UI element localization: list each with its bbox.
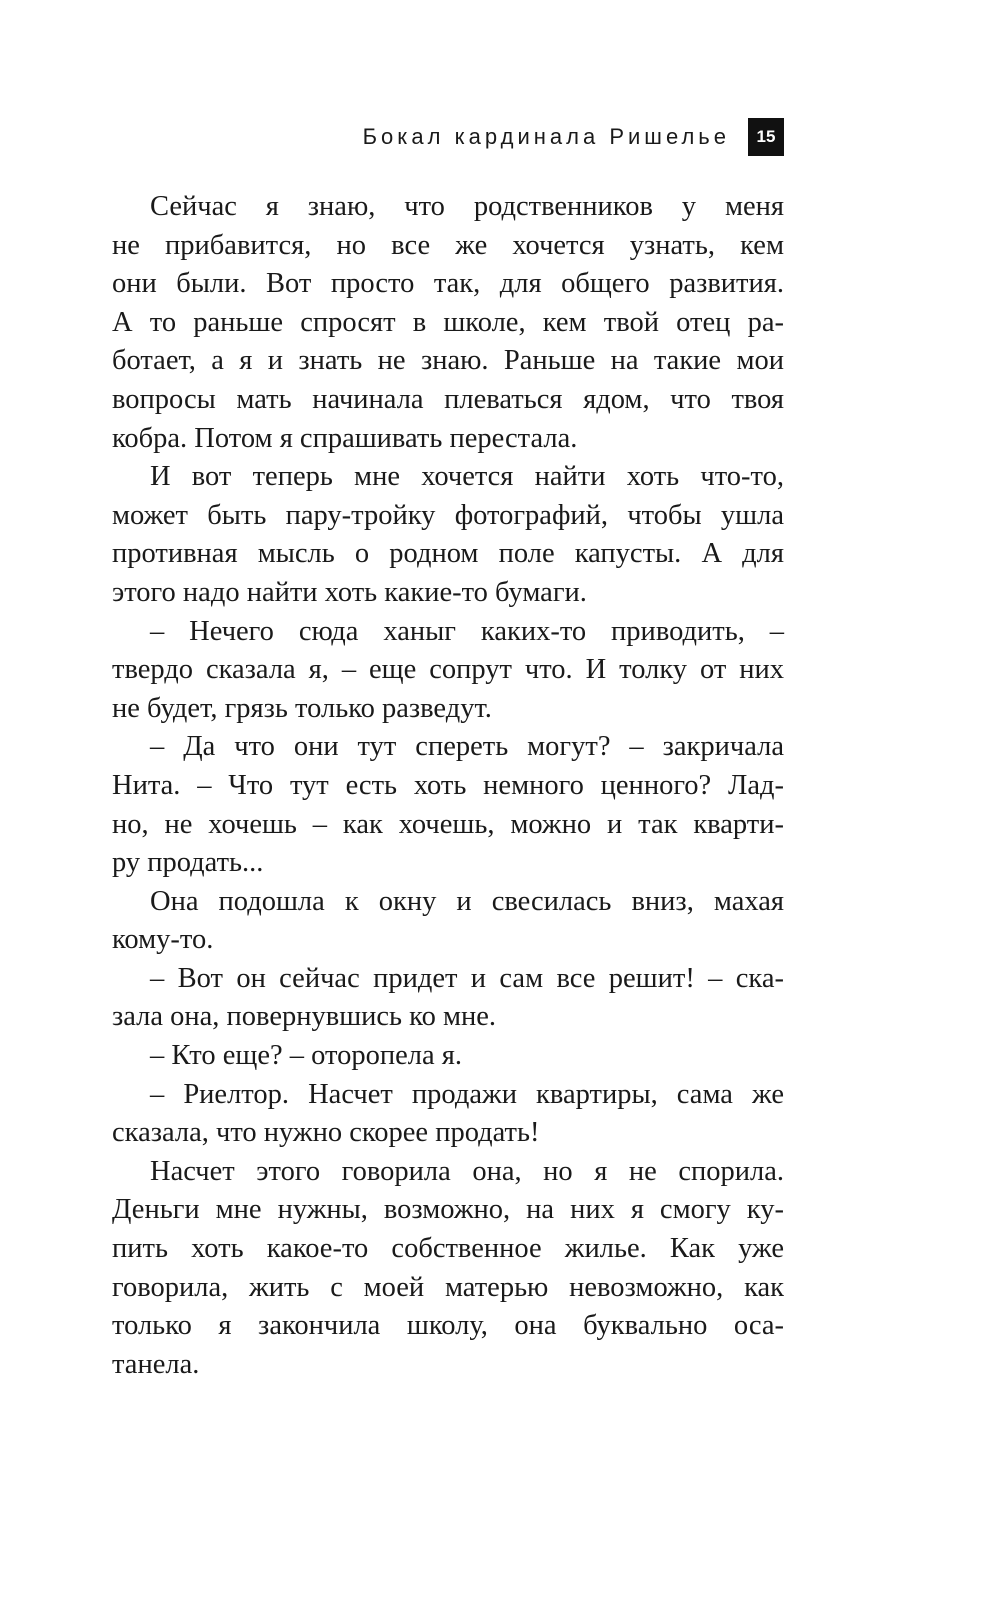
- text-line: Сейчас я знаю, что родственников у меня: [150, 191, 784, 222]
- text-line: танела.: [112, 1348, 200, 1380]
- paragraph: [112, 1076, 784, 1153]
- paragraph: [112, 1037, 784, 1076]
- text-line: только я закончила школу, она буквально оса-: [112, 1310, 784, 1342]
- text-line: пить хоть какое-то собственное жилье. Как уже: [112, 1233, 784, 1265]
- text-line: твердо сказала я, – еще сопрут что. И толку от них: [112, 654, 784, 686]
- paragraph: [112, 188, 784, 458]
- text-line: говорила, жить с моей матерью невозможно, как: [112, 1271, 784, 1303]
- text-line: кобра. Потом я спрашивать перестала.: [112, 422, 578, 454]
- text-line: А то раньше спросят в школе, кем твой отец ра-: [112, 306, 784, 338]
- text-line: Насчет этого говорила она, но я не спорила.: [150, 1155, 784, 1187]
- text-line: – Нечего сюда ханыг каких-то приводить, –: [150, 615, 784, 647]
- text-line: Она подошла к окну и свесилась вниз, махая: [150, 885, 784, 917]
- text-line: вопросы мать начинала плеваться ядом, что твоя: [112, 383, 784, 415]
- text-line: зала она, повернувшись ко мне.: [112, 1001, 497, 1033]
- text-line: противная мысль о родном поле капусты. А для: [112, 538, 784, 570]
- paragraph: [112, 960, 784, 1037]
- text-line: не будет, грязь только разведут.: [112, 692, 492, 724]
- text-line: ру продать...: [112, 847, 264, 879]
- paragraph: [112, 728, 784, 882]
- book-title: Бокал кардинала Ришелье: [362, 124, 730, 149]
- text-line: не прибавится, но все же хочется узнать, кем: [112, 229, 784, 261]
- text-line: – Да что они тут спереть могут? – закричала: [150, 731, 784, 763]
- text-line: они были. Вот просто так, для общего развития.: [112, 268, 784, 300]
- text-line: – Кто еще? – оторопела я.: [150, 1040, 462, 1072]
- text-line: сказала, что нужно скорее продать!: [112, 1117, 540, 1149]
- text-line: может быть пару-тройку фотографий, чтобы ушла: [112, 499, 784, 531]
- text-line: – Вот он сейчас придет и сам все решит! – ска-: [150, 962, 784, 994]
- paragraph: [112, 1153, 784, 1385]
- paragraph: [112, 458, 784, 612]
- paragraph: [112, 613, 784, 729]
- page-number-badge: 15: [748, 118, 784, 156]
- text-line: но, не хочешь – как хочешь, можно и так кварти-: [112, 808, 784, 840]
- text-line: – Риелтор. Насчет продажи квартиры, сама же: [150, 1078, 784, 1110]
- page-body-text: [112, 188, 784, 1384]
- text-line: Деньги мне нужны, возможно, на них я смогу ку-: [112, 1194, 784, 1226]
- text-line: ботает, а я и знать не знаю. Раньше на такие мои: [112, 345, 784, 377]
- text-line: Нита. – Что тут есть хоть немного ценного? Лад-: [112, 769, 784, 801]
- text-line: этого надо найти хоть какие-то бумаги.: [112, 576, 587, 608]
- text-line: И вот теперь мне хочется найти хоть что-то,: [150, 461, 784, 493]
- running-header: [112, 118, 784, 156]
- paragraph: [112, 883, 784, 960]
- text-line: кому-то.: [112, 924, 214, 956]
